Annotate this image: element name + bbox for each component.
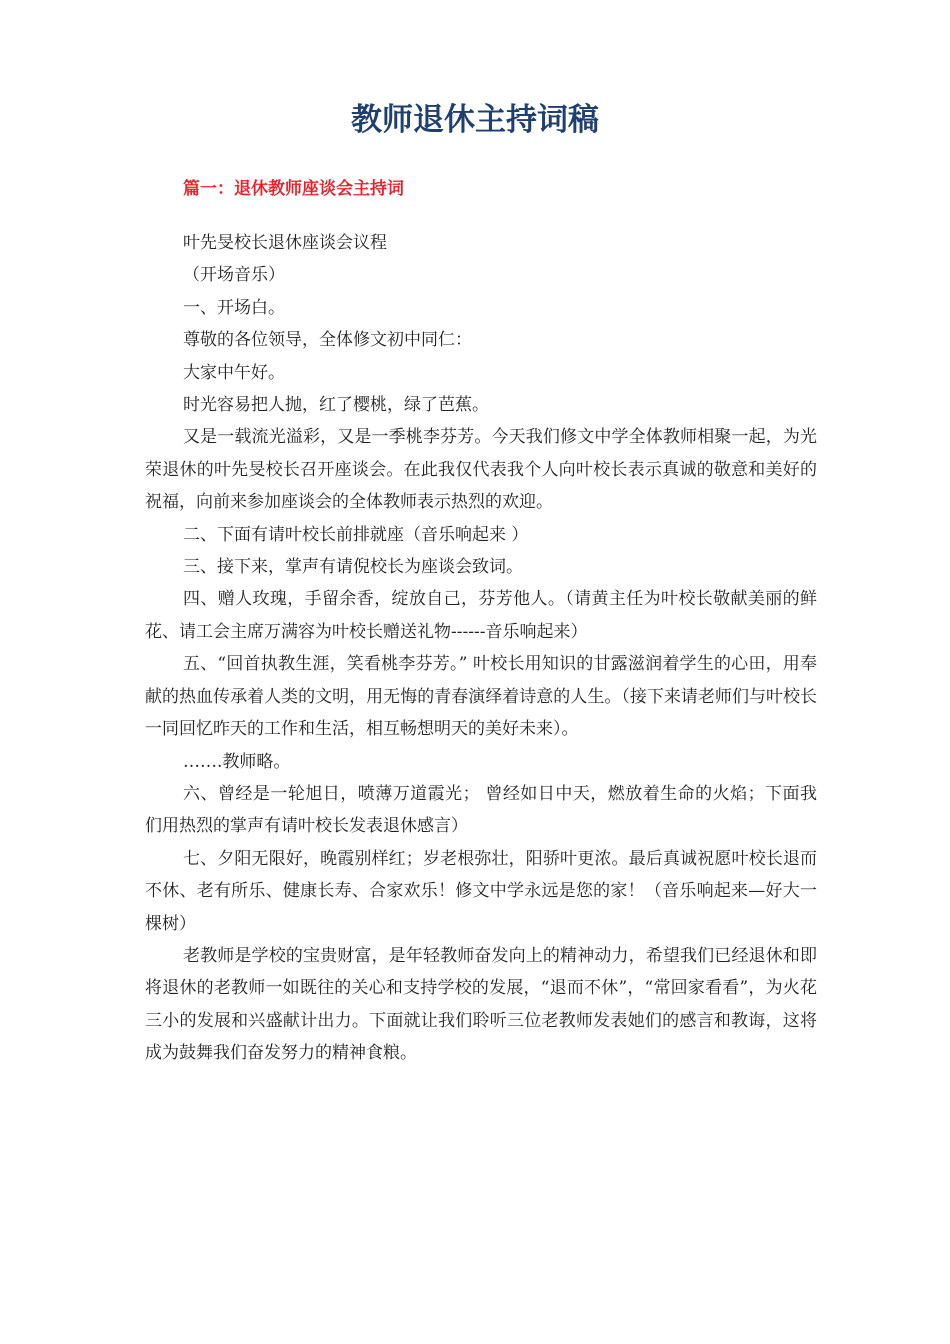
paragraph: 七、夕阳无限好，晚霞别样红；岁老根弥壮，阳骄叶更浓。最后真诚祝愿叶校长退而不休、老有所乐、健康长寿、合家欢乐！修文中学永远是您的家！（音乐响起来—好大一棵树） bbox=[145, 848, 817, 934]
paragraph: 一、开场白。 bbox=[183, 297, 285, 318]
paragraph: 叶先旻校长退休座谈会议程 bbox=[183, 233, 387, 253]
section-heading: 篇一：退休教师座谈会主持词 bbox=[183, 179, 404, 199]
paragraph: 六、曾经是一轮旭日，喷薄万道霞光； 曾经如日中天，燃放着生命的火焰；下面我们用热烈的掌声有请叶校长发表退休感言） bbox=[145, 783, 817, 837]
paragraph: …….教师略。 bbox=[183, 751, 291, 772]
paragraph: 二、下面有请叶校长前排就座（音乐响起来 ） bbox=[183, 524, 529, 545]
paragraph: 老教师是学校的宝贵财富，是年轻教师奋发向上的精神动力，希望我们已经退休和即将退休的老教师一如既往的关心和支持学校的发展，“退而不休”，“常回家看看”，为火花三小的发展和兴盛献计出力。下面就让我们聆听三位老教师发表她们的感言和教诲，这将成为鼓舞我们奋发努力的精神食粮。 bbox=[145, 945, 817, 1064]
document-body bbox=[145, 227, 817, 1070]
paragraph: 四、赠人玫瑰，手留余香，绽放自己，芬芳他人。（请黄主任为叶校长敬献美丽的鲜花、请工会主席万满容为叶校长赠送礼物------音乐响起来） bbox=[145, 589, 817, 642]
paragraph: 五、“回首执教生涯，笑看桃李芬芳。” 叶校长用知识的甘露滋润着学生的心田，用奉献的热血传承着人类的文明，用无悔的青春演绎着诗意的人生。（接下来请老师们与叶校长一同回忆昨天的工作和生活，相互畅想明天的美好未来）。 bbox=[145, 654, 817, 740]
document-title: 教师退休主持词稿 bbox=[351, 102, 599, 138]
paragraph: （开场音乐） bbox=[183, 265, 285, 286]
paragraph: 大家中午好。 bbox=[183, 362, 285, 383]
paragraph: 时光容易把人抛，红了樱桃，绿了芭蕉。 bbox=[183, 395, 489, 416]
paragraph: 尊敬的各位领导，全体修文初中同仁： bbox=[183, 330, 472, 351]
paragraph: 三、接下来，掌声有请倪校长为座谈会致词。 bbox=[183, 557, 523, 578]
paragraph: 又是一载流光溢彩，又是一季桃李芬芳。今天我们修文中学全体教师相聚一起，为光荣退休的叶先旻校长召开座谈会。在此我仅代表我个人向叶校长表示真诚的敬意和美好的祝福，向前来参加座谈会的全体教师表示热烈的欢迎。 bbox=[145, 427, 817, 513]
